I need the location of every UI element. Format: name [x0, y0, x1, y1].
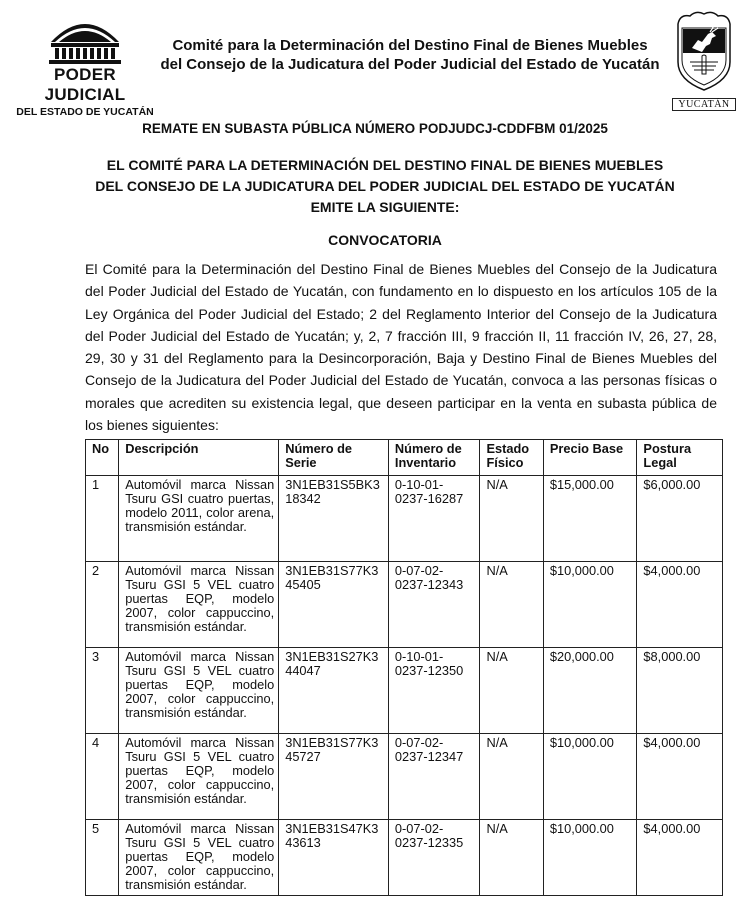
body-paragraph: El Comité para la Determinación del Destino Final de Bienes Muebles del Consejo de la Judicatura del Poder Judicial del Estado de Yucatán, con fundamento en lo dispuesto en los artículos 105 de la Ley Orgánica del Poder Judicial del Estado; 2 del Reglamento Interior del Consejo de la Judicatura del Poder Judicial del Estado de Yucatán; y, 2, 7 fracción III, 9 fracción II, 11 fracción IV, 26, 27, 28, 29, 30 y 31 del Reglamento para la Desincorporación, Baja y Destino Final de Bienes Muebles del Consejo de la Judicatura del Poder Judicial del Estado de Yucatán, convoca a las personas físicas o morales que acrediten su existencia legal, que deseen participar en la venta en subasta pública de los bienes siguientes: — [85, 261, 717, 434]
document-header — [0, 0, 750, 118]
cell-serie: 3N1EB31S77K345727 — [279, 734, 389, 820]
cell-descripcion: Automóvil marca Nissan Tsuru GSI 5 VEL cuatro puertas EQP, modelo 2007, color cappuccino, transmisión estándar. — [119, 648, 279, 734]
cell-precio: $10,000.00 — [543, 734, 637, 820]
cell-estado: N/A — [480, 648, 543, 734]
poder-judicial-logo — [15, 12, 155, 118]
cell-postura: $4,000.00 — [637, 734, 723, 820]
cell-precio: $15,000.00 — [543, 476, 637, 562]
cell-inventario: 0-07-02-0237-12335 — [388, 820, 480, 896]
committee-title: Comité para la Determinación del Destino Final de Bienes Muebles del Consejo de la Judicatura del Poder Judicial del Estado de Yucatán — [160, 37, 660, 73]
cell-no: 4 — [86, 734, 119, 820]
cell-postura: $8,000.00 — [637, 648, 723, 734]
cell-descripcion: Automóvil marca Nissan Tsuru GSI 5 VEL cuatro puertas EQP, modelo 2007, color cappuccino, transmisión estándar. — [119, 734, 279, 820]
cell-no: 5 — [86, 820, 119, 896]
cell-serie: 3N1EB31S5BK318342 — [279, 476, 389, 562]
cell-inventario: 0-10-01-0237-12350 — [388, 648, 480, 734]
cell-descripcion: Automóvil marca Nissan Tsuru GSI cuatro puertas, modelo 2011, color arena, transmisión estándar. — [119, 476, 279, 562]
courthouse-icon — [45, 12, 125, 64]
convocatoria-heading: CONVOCATORIA — [328, 232, 442, 248]
cell-postura: $4,000.00 — [637, 820, 723, 896]
header-postura-legal: Postura Legal — [637, 440, 723, 476]
yucatan-coat-of-arms-icon — [672, 10, 736, 92]
cell-postura: $4,000.00 — [637, 562, 723, 648]
cell-precio: $10,000.00 — [543, 562, 637, 648]
seal-label: YUCATÁN — [672, 98, 736, 111]
table-row — [86, 734, 723, 820]
org-name: PODER JUDICIAL — [44, 65, 126, 104]
cell-inventario: 0-07-02-0237-12347 — [388, 734, 480, 820]
header-no: No — [86, 440, 119, 476]
cell-serie: 3N1EB31S27K344047 — [279, 648, 389, 734]
header-numero-serie: Número de Serie — [279, 440, 389, 476]
cell-serie: 3N1EB31S47K343613 — [279, 820, 389, 896]
table-row — [86, 820, 723, 896]
table-row — [86, 476, 723, 562]
yucatan-seal — [672, 10, 736, 108]
cell-inventario: 0-10-01-0237-16287 — [388, 476, 480, 562]
cell-postura: $6,000.00 — [637, 476, 723, 562]
header-descripcion: Descripción — [119, 440, 279, 476]
cell-estado: N/A — [480, 562, 543, 648]
auction-number: REMATE EN SUBASTA PÚBLICA NÚMERO PODJUDCJ-CDDFBM 01/2025 — [142, 121, 608, 136]
table-header-row — [86, 440, 723, 476]
cell-no: 1 — [86, 476, 119, 562]
org-subtitle: DEL ESTADO DE YUCATÁN — [16, 106, 154, 118]
cell-serie: 3N1EB31S77K345405 — [279, 562, 389, 648]
cell-estado: N/A — [480, 476, 543, 562]
header-precio-base: Precio Base — [543, 440, 637, 476]
intro-heading: EL COMITÉ PARA LA DETERMINACIÓN DEL DESTINO FINAL DE BIENES MUEBLES DEL CONSEJO DE LA JUDICATURA DEL PODER JUDICIAL DEL ESTADO DE YUCATÁN EMITE LA SIGUIENTE: — [95, 157, 675, 215]
cell-estado: N/A — [480, 734, 543, 820]
cell-descripcion: Automóvil marca Nissan Tsuru GSI 5 VEL cuatro puertas EQP, modelo 2007, color cappuccino, transmisión estándar. — [119, 820, 279, 896]
goods-table — [85, 439, 723, 896]
cell-inventario: 0-07-02-0237-12343 — [388, 562, 480, 648]
cell-precio: $10,000.00 — [543, 820, 637, 896]
header-estado-fisico: Estado Físico — [480, 440, 543, 476]
cell-estado: N/A — [480, 820, 543, 896]
header-numero-inventario: Número de Inventario — [388, 440, 480, 476]
table-row — [86, 562, 723, 648]
cell-descripcion: Automóvil marca Nissan Tsuru GSI 5 VEL cuatro puertas EQP, modelo 2007, color cappuccino, transmisión estándar. — [119, 562, 279, 648]
cell-precio: $20,000.00 — [543, 648, 637, 734]
cell-no: 3 — [86, 648, 119, 734]
cell-no: 2 — [86, 562, 119, 648]
table-row — [86, 648, 723, 734]
